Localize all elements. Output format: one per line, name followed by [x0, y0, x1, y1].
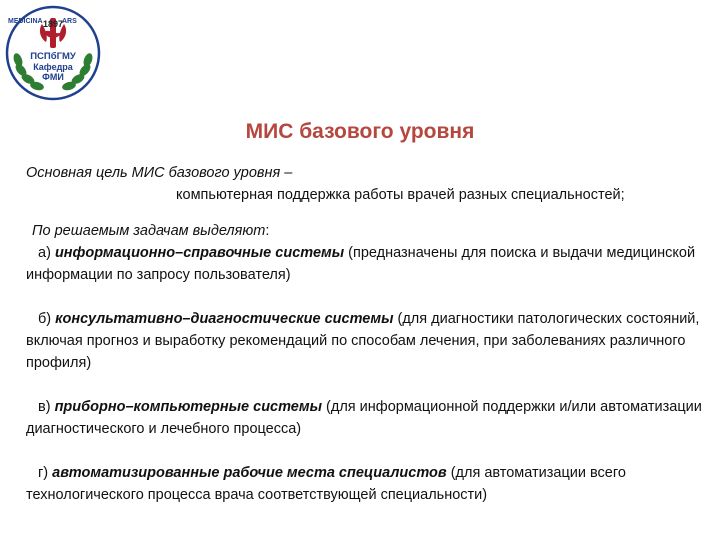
intro-continuation: компьютерная поддержка работы врачей разных специальностей; [176, 187, 625, 203]
list-term: информационно–справочные системы [54, 245, 345, 261]
list-marker: а) [38, 245, 51, 261]
logo-text-right: ARS [62, 18, 77, 25]
subheading-text: По решаемым задачам выделяют [32, 223, 266, 239]
logo-department: Кафедра [33, 62, 73, 72]
list-marker: г) [38, 465, 49, 481]
list-description: (для диагностики патологических состояний, включая прогноз и выработку рекомендаций по способам лечения, при заболеваниях различного профиля) [26, 311, 700, 371]
list-term: приборно–компьютерные системы [54, 399, 322, 415]
logo-text-left: MEDICINA [8, 18, 43, 25]
logo-year: 1897 [42, 19, 64, 29]
logo-department-abbr: ФМИ [42, 72, 64, 82]
slide-body [26, 162, 706, 506]
slide-title: МИС базового уровня [245, 120, 475, 143]
list-term: консультативно–диагностические системы [55, 311, 394, 327]
list-marker: в) [38, 399, 51, 415]
intro-lead: Основная цель МИС базового уровня – [26, 165, 293, 181]
logo-university: ПСПбГМУ [30, 51, 76, 62]
list-description: (для информационной поддержки и/или автоматизации диагностического и лечебного процесса) [26, 399, 702, 437]
list-description: (предназначены для поиска и выдачи медицинской информации по запросу пользователя) [26, 245, 696, 283]
list-marker: б) [38, 311, 52, 327]
list-description: (для автоматизации всего технологического процесса врача соответствующей специальности) [26, 465, 626, 503]
list-item [26, 242, 706, 286]
subheading-colon: : [265, 223, 270, 239]
list-item [26, 462, 706, 506]
list-item [26, 308, 706, 374]
list-item [26, 396, 706, 440]
subheading [26, 220, 706, 242]
list-term: автоматизированные рабочие места специалистов [52, 465, 447, 481]
university-logo [4, 4, 102, 102]
